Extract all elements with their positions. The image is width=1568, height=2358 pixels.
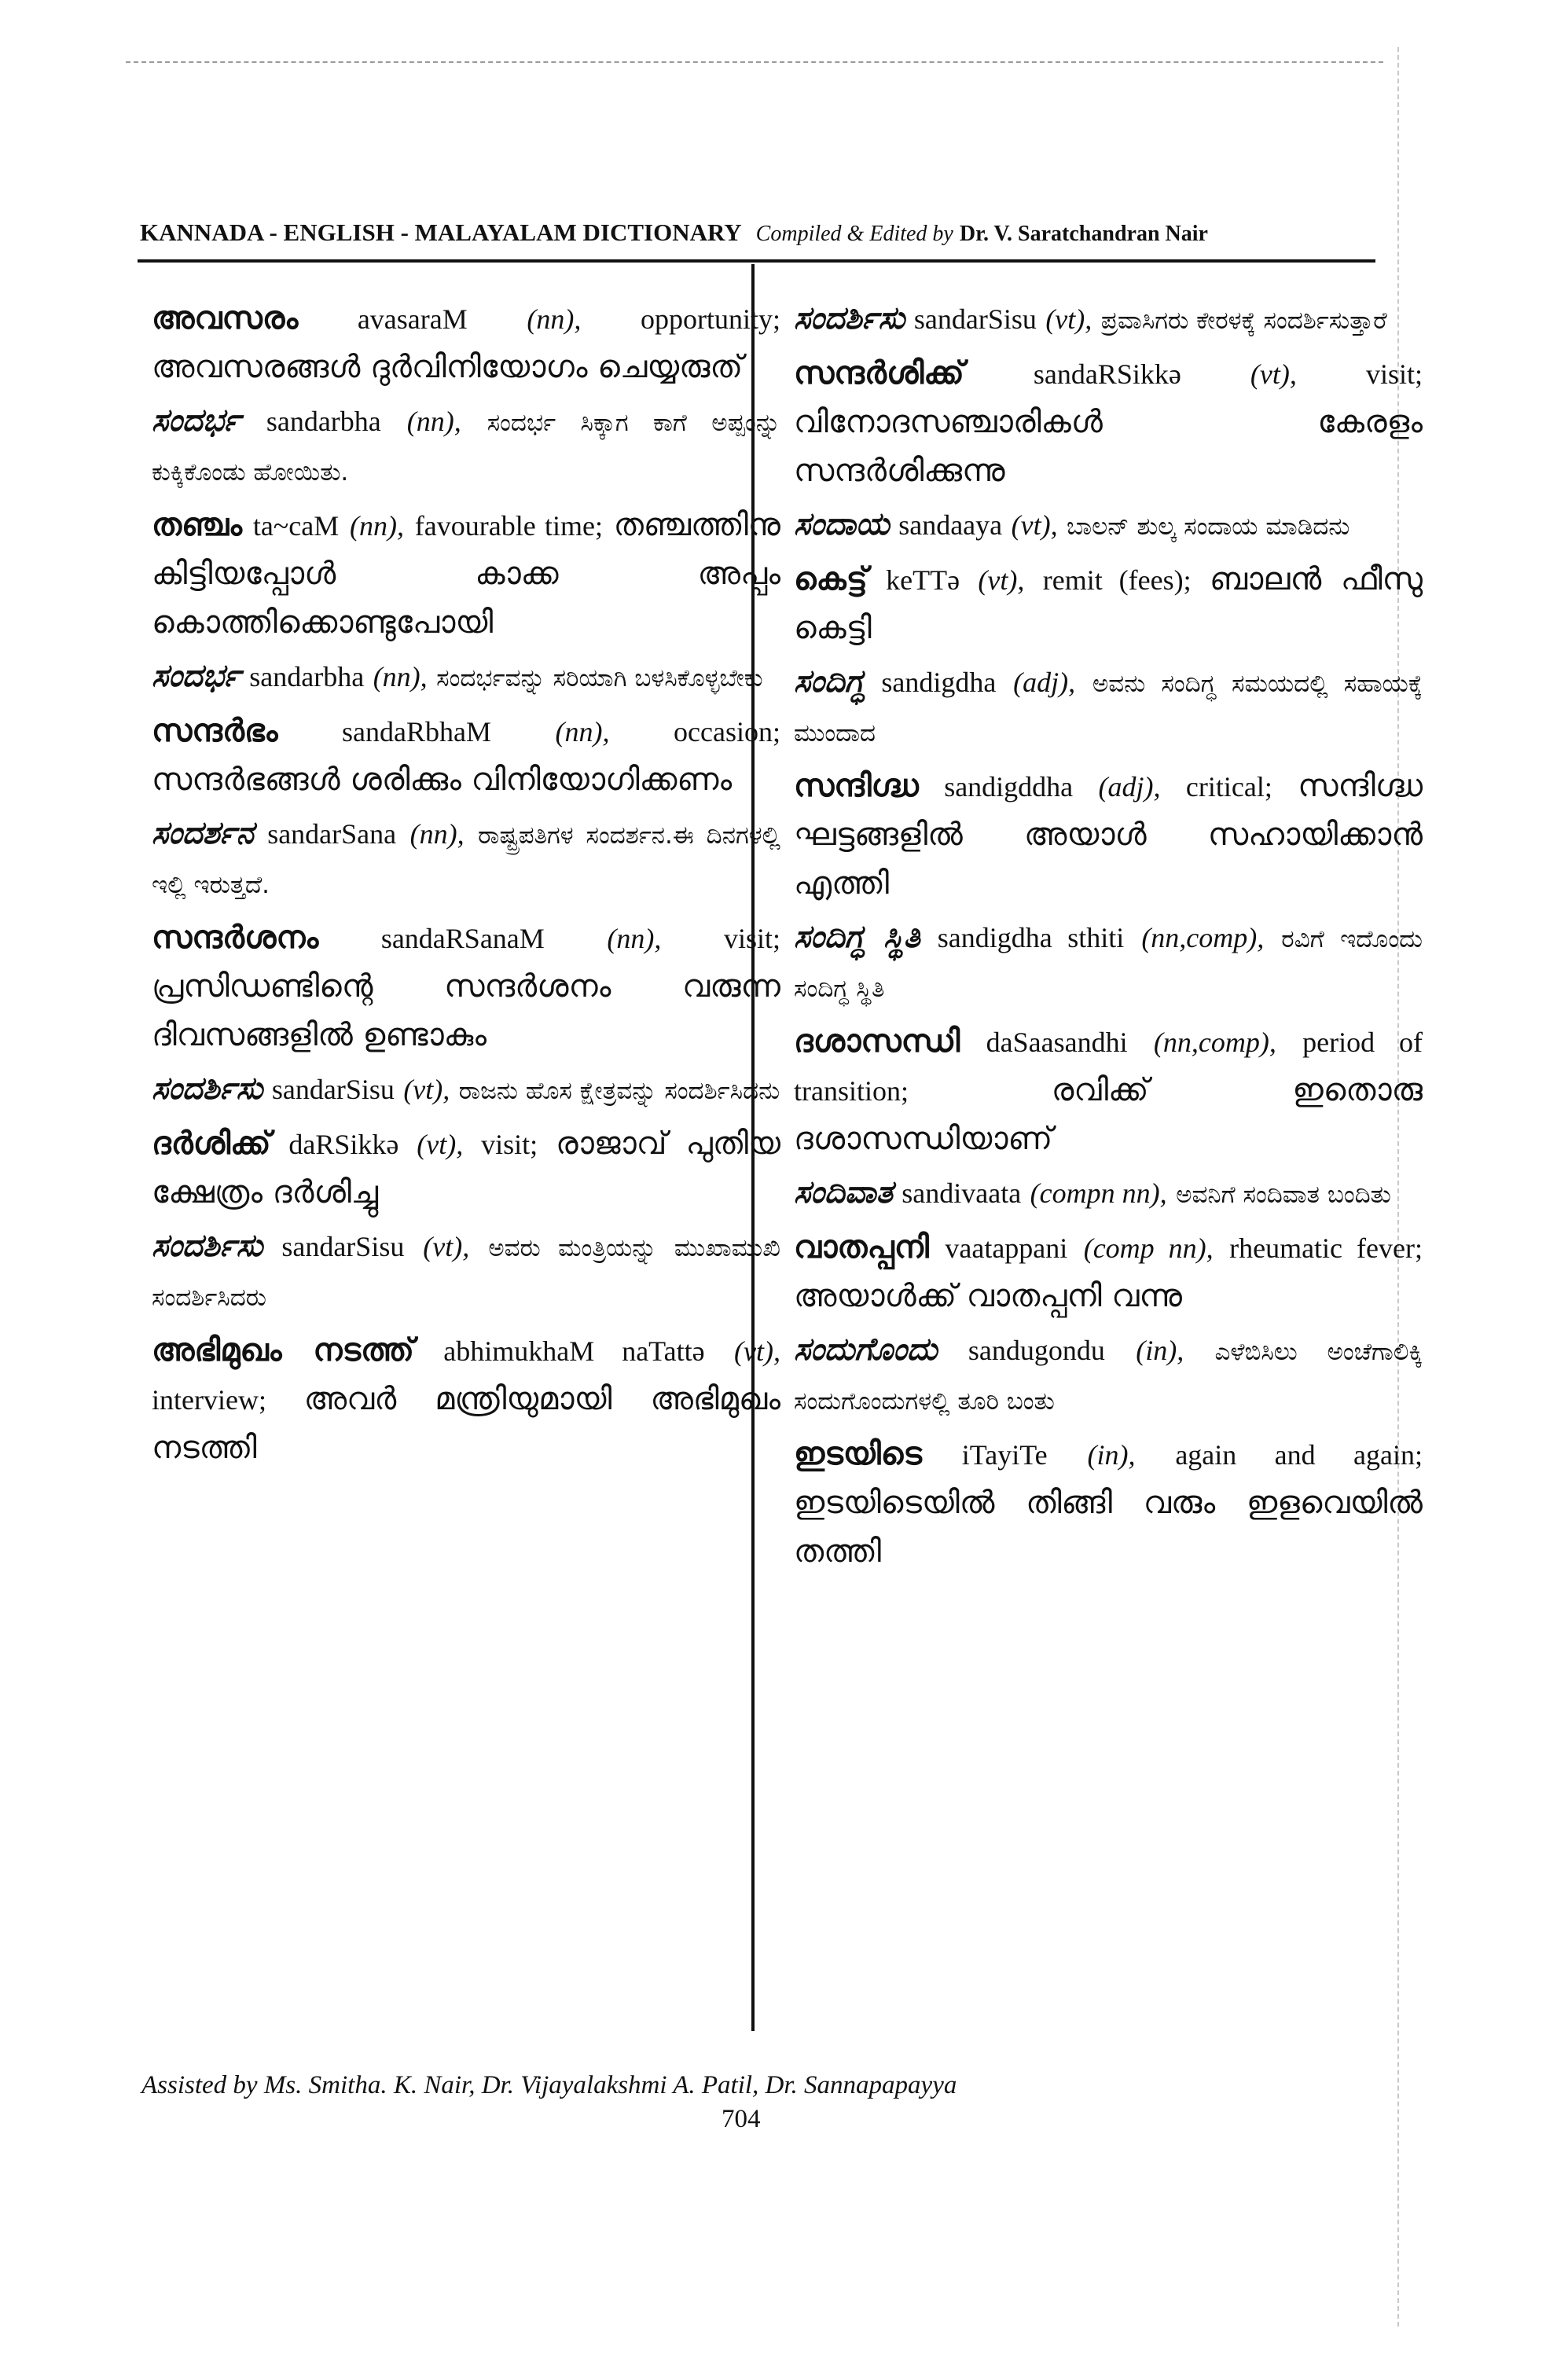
entry-part-of-speech: (comp nn), — [1083, 1232, 1214, 1264]
dictionary-title: KANNADA - ENGLISH - MALAYALAM DICTIONARY — [140, 219, 742, 246]
entry-transliteration: sandivaata — [902, 1177, 1022, 1209]
entry-transliteration: sandarSisu — [913, 303, 1037, 335]
entry-transliteration: ta~caM — [252, 510, 340, 542]
dictionary-entry — [152, 1222, 780, 1322]
entry-part-of-speech: (vt), — [423, 1231, 470, 1262]
dictionary-entry — [152, 652, 780, 703]
entry-transliteration: sandarSisu — [281, 1231, 405, 1262]
entry-headword: ദശാസന്ധി — [794, 1023, 960, 1060]
dictionary-entry — [794, 913, 1423, 1013]
dictionary-entry — [794, 1431, 1423, 1577]
dictionary-entry — [794, 1018, 1423, 1164]
dictionary-entry — [152, 295, 780, 392]
entry-headword: വാതപ്പനി — [794, 1229, 929, 1265]
dictionary-entry — [794, 1326, 1423, 1426]
entry-headword: അഭിമുഖം നടത്ത് — [152, 1332, 414, 1368]
entry-headword: ಸಂದರ್ಭ — [152, 658, 241, 694]
entry-headword: ಸಂದುಗೊಂದು — [794, 1331, 938, 1368]
entry-headword: തഞ്ചം — [152, 507, 243, 543]
entry-malayalam-example: രവിക്ക് ഇതൊരു ദശാസന്ധിയാണ് — [794, 1072, 1423, 1157]
entry-transliteration: sandarSisu — [271, 1074, 395, 1105]
entry-malayalam-example: സന്ദർഭങ്ങൾ ശരിക്കും വിനിയോഗിക്കണം — [152, 762, 733, 798]
dictionary-entry — [794, 1169, 1423, 1219]
entry-transliteration: daSaasandhi — [986, 1027, 1128, 1058]
entry-transliteration: sandaRSikkə — [1033, 358, 1181, 390]
entry-kannada-example: ಎಳೆಬಿಸಿಲು ಅಂಚೆಗಾಲಿಕ್ಕಿ ಸಂದುಗೊಂದುಗಳಲ್ಲಿ ತೂರಿ ಬಂತು — [794, 1338, 1423, 1416]
right-column — [794, 295, 1423, 1581]
entry-part-of-speech: (in), — [1136, 1335, 1184, 1366]
entry-headword: ಸಂದಿಗ್ಧ ಸ್ಥಿತಿ — [794, 919, 920, 955]
entry-transliteration: sandigdha — [881, 667, 997, 698]
entry-gloss: period of transition; — [794, 1027, 1423, 1107]
entry-gloss: again and again; — [1175, 1439, 1423, 1471]
entry-part-of-speech: (nn), — [527, 303, 582, 335]
entry-part-of-speech: (vt), — [1011, 509, 1058, 541]
entry-malayalam-example: പ്രസിഡണ്ടിന്റെ സന്ദർശനം വരുന്ന ദിവസങ്ങളിൽ ഉണ്ടാകും — [152, 968, 780, 1053]
dictionary-entry — [794, 501, 1423, 551]
entry-headword: സന്ദർശനം — [152, 920, 319, 956]
entry-headword: ಸಂದರ್ಭ — [152, 402, 241, 439]
dictionary-entry — [794, 762, 1423, 909]
entry-gloss: visit; — [723, 923, 781, 954]
entry-headword: ಸಂದಿಗ್ಧ — [794, 663, 865, 700]
editor-name: Dr. V. Saratchandran Nair — [959, 222, 1208, 246]
entry-transliteration: sandigdha sthiti — [937, 922, 1125, 953]
entry-gloss: critical; — [1185, 771, 1272, 803]
dictionary-entry — [152, 397, 780, 497]
entry-headword: ಸಂದಾಯ — [794, 506, 890, 542]
entry-part-of-speech: (nn), — [406, 406, 461, 437]
dictionary-entry — [794, 295, 1423, 345]
entry-malayalam-example: തഞ്ചത്തിനു കിട്ടിയപ്പോൾ കാക്ക അപ്പം കൊത്തിക്കൊണ്ടുപോയി — [152, 507, 780, 641]
entry-part-of-speech: (nn,comp), — [1153, 1027, 1276, 1058]
entry-transliteration: abhimukhaM naTattə — [443, 1335, 705, 1367]
entry-malayalam-example: അവർ മന്ത്രിയുമായി അഭിമുഖം നടത്തി — [152, 1381, 780, 1466]
entry-part-of-speech: (nn), — [409, 818, 465, 850]
entry-gloss: interview; — [152, 1384, 266, 1416]
entry-gloss: occasion; — [674, 716, 780, 747]
entry-part-of-speech: (vt), — [1250, 358, 1297, 390]
entry-headword: ಸಂದರ್ಶಿಸು — [794, 300, 905, 336]
entry-part-of-speech: (nn), — [373, 661, 428, 692]
entry-part-of-speech: (vt), — [734, 1335, 780, 1367]
dictionary-entry — [152, 501, 780, 648]
entry-part-of-speech: (vt), — [1045, 303, 1092, 335]
dictionary-entry — [794, 556, 1423, 653]
left-column — [152, 295, 780, 1478]
entry-gloss: opportunity; — [640, 303, 780, 335]
page-number: 704 — [722, 2105, 761, 2133]
entry-transliteration: vaatappani — [945, 1232, 1068, 1264]
dictionary-entry — [152, 914, 780, 1060]
entry-transliteration: sandarbha — [266, 406, 381, 437]
entry-transliteration: sandaaya — [898, 509, 1003, 541]
top-dashed-rule — [126, 61, 1383, 63]
entry-transliteration: keTTə — [886, 564, 960, 596]
entry-part-of-speech: (adj), — [1013, 667, 1076, 698]
entry-gloss: favourable time; — [414, 510, 603, 542]
entry-part-of-speech: (adj), — [1098, 771, 1161, 803]
entry-gloss: rheumatic fever; — [1229, 1232, 1423, 1264]
dictionary-entry — [152, 707, 780, 805]
entry-headword: ಸಂದಿವಾತ — [794, 1174, 893, 1210]
entry-headword: കെട്ട് — [794, 561, 868, 597]
entry-kannada-example: ಸಂದರ್ಭ ಸಿಕ್ಕಾಗ ಕಾಗೆ ಅಪ್ಪಂನ್ನು ಕುಕ್ಕಿಕೊಂಡು ಹೋಯಿತು. — [152, 409, 780, 487]
entry-transliteration: daRSikkə — [288, 1129, 399, 1160]
dictionary-entry — [794, 658, 1423, 758]
entry-transliteration: sandarSana — [267, 818, 397, 850]
entry-part-of-speech: (in), — [1087, 1439, 1136, 1471]
entry-part-of-speech: (vt), — [978, 564, 1025, 596]
dictionary-entry — [152, 810, 780, 909]
entry-malayalam-example: ബാലൻ ഫീസു കെട്ടി — [794, 561, 1423, 646]
entry-part-of-speech: (vt), — [417, 1129, 464, 1160]
entry-transliteration: sandaRbhaM — [342, 716, 491, 747]
entry-kannada-example: ಪ್ರವಾಸಿಗರು ಕೇರಳಕ್ಕೆ ಸಂದರ್ಶಿಸುತ್ತಾರೆ — [1100, 307, 1387, 335]
dictionary-entry — [152, 1120, 780, 1218]
entry-part-of-speech: (compn nn), — [1030, 1177, 1167, 1209]
entry-kannada-example: ರಾಜನು ಹೊಸ ಕ್ಷೇತ್ರವನ್ನು ಸಂದರ್ಶಿಸಿದನು — [458, 1077, 780, 1105]
entry-malayalam-example: അയാൾക്ക് വാതപ്പനി വന്നു — [794, 1278, 1182, 1314]
entry-malayalam-example: സന്ദിഗ്ദ്ധ ഘട്ടങ്ങളിൽ അയാൾ സഹായിക്കാൻ എത്തി — [794, 768, 1423, 902]
entry-headword: ഇടയിടെ — [794, 1436, 922, 1472]
dictionary-entry — [794, 350, 1423, 496]
entry-part-of-speech: (nn), — [607, 923, 662, 954]
entry-transliteration: sandaRSanaM — [380, 923, 545, 954]
entry-malayalam-example: ഇടയിടെയിൽ തിങ്ങി വരും ഇളവെയിൽ തത്തി — [794, 1485, 1423, 1570]
page-header — [140, 219, 1366, 247]
entry-kannada-example: ಅವರು ಮಂತ್ರಿಯನ್ನು ಮುಖಾಮುಖಿ ಸಂದರ್ಶಿಸಿದರು — [152, 1234, 780, 1312]
entry-malayalam-example: അവസരങ്ങൾ ദുർവിനിയോഗം ചെയ്യരുത് — [152, 349, 744, 385]
entry-headword: ಸಂದರ್ಶಿಸು — [152, 1228, 263, 1264]
assisted-by-footer: Assisted by Ms. Smitha. K. Nair, Dr. Vijayalakshmi A. Patil, Dr. Sannapapayya — [141, 2071, 957, 2099]
entry-transliteration: sandugondu — [968, 1335, 1105, 1366]
entry-kannada-example: ಅವನು ಸಂದಿಗ್ಧ ಸಮಯದಲ್ಲಿ ಸಹಾಯಕ್ಕೆ ಮುಂದಾದ — [794, 670, 1423, 747]
entry-part-of-speech: (nn,comp), — [1141, 922, 1265, 953]
entry-gloss: visit; — [1365, 358, 1423, 390]
header-rule — [138, 259, 1375, 263]
dictionary-entry — [152, 1065, 780, 1115]
entry-transliteration: sandigddha — [944, 771, 1074, 803]
entry-transliteration: avasaraM — [357, 303, 468, 335]
entry-headword: സന്ദർഭം — [152, 713, 278, 749]
entry-part-of-speech: (nn), — [350, 510, 404, 542]
entry-headword: അവസരം — [152, 300, 299, 336]
entry-kannada-example: ಸಂದರ್ಭವನ್ನು ಸರಿಯಾಗಿ ಬಳಸಿಕೊಳ್ಳಬೇಕು — [436, 664, 763, 692]
entry-part-of-speech: (vt), — [403, 1074, 450, 1105]
entry-kannada-example: ರಾಷ್ಟ್ರಪತಿಗಳ ಸಂದರ್ಶನ.ಈ ದಿನಗಳಲ್ಲಿ ಇಲ್ಲಿ ಇರುತ್ತದೆ. — [152, 821, 780, 899]
entry-gloss: remit (fees); — [1042, 564, 1192, 596]
dictionary-entry — [152, 1327, 780, 1473]
entry-gloss: visit; — [481, 1129, 538, 1160]
entry-headword: ಸಂದರ್ಶಿಸು — [152, 1071, 263, 1107]
entry-malayalam-example: വിനോദസഞ്ചാരികൾ കേരളം സന്ദർശിക്കുന്നു — [794, 404, 1423, 489]
dictionary-entry — [794, 1224, 1423, 1321]
entry-kannada-example: ಅವನಿಗೆ ಸಂದಿವಾತ ಬಂದಿತು — [1176, 1181, 1391, 1209]
entry-transliteration: iTayiTe — [961, 1439, 1048, 1471]
entry-kannada-example: ರವಿಗೆ ಇದೊಂದು ಸಂದಿಗ್ಧ ಸ್ಥಿತಿ — [794, 925, 1423, 1003]
entry-headword: ಸಂದರ್ಶನ — [152, 815, 254, 851]
entry-kannada-example: ಬಾಲನ್ ಶುಲ್ಕ ಸಂದಾಯ ಮಾಡಿದನು — [1067, 512, 1350, 541]
entry-headword: സന്ദിഗ്ദ്ധ — [794, 768, 919, 804]
entry-headword: ദർശിക്ക് — [152, 1126, 271, 1162]
entry-transliteration: sandarbha — [249, 661, 365, 692]
compiled-by-label: Compiled & Edited by — [755, 222, 953, 246]
entry-headword: സന്ദർശിക്ക് — [794, 355, 964, 391]
entry-part-of-speech: (nn), — [555, 716, 610, 747]
entry-malayalam-example: രാജാവ് പുതിയ ക്ഷേത്രം ദർശിച്ചു — [152, 1126, 780, 1210]
